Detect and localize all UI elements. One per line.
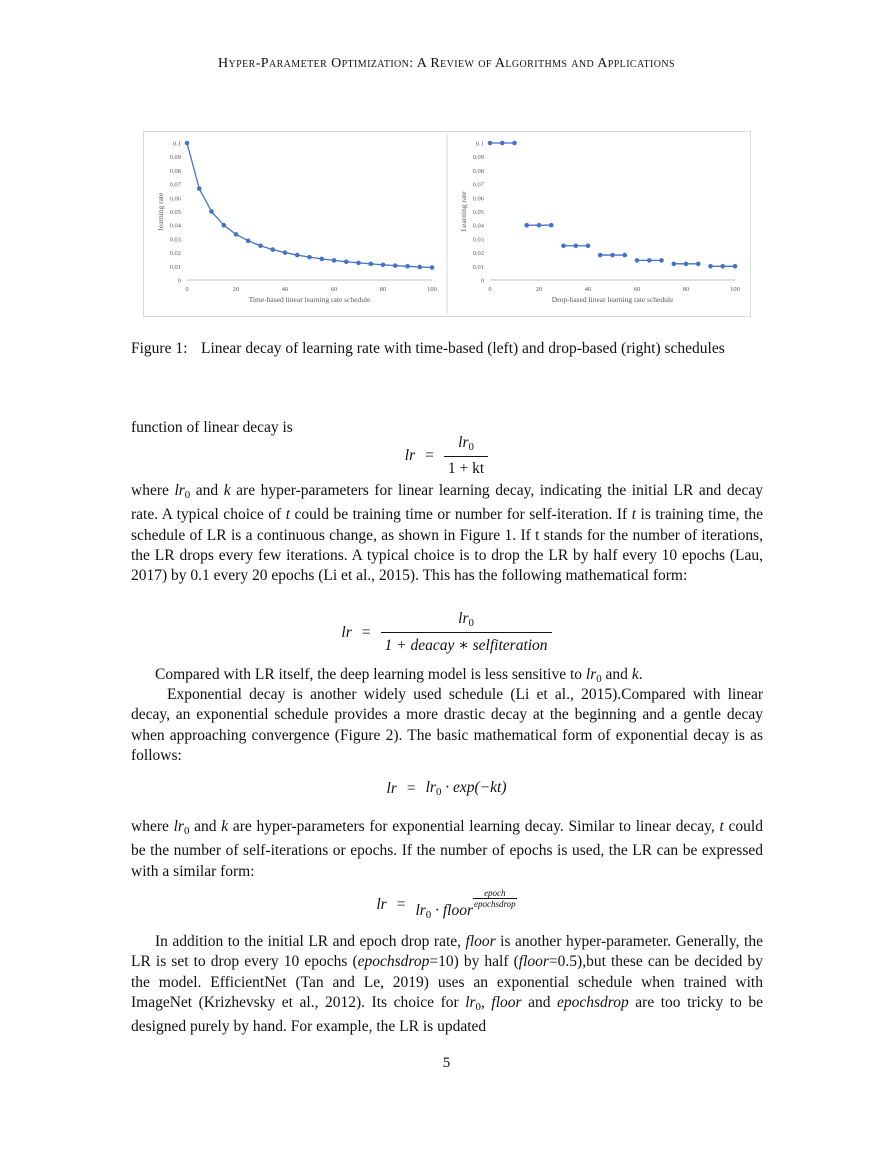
chart-drop-based [459, 141, 740, 305]
x-axis-title: Drop-based linear learning rate schedule [551, 295, 674, 304]
eq-exponent [473, 888, 517, 909]
data-point [246, 239, 251, 244]
y-axis-title: Learning rate [459, 191, 468, 232]
y-tick-label: 0.06 [169, 195, 181, 203]
data-point [430, 265, 435, 270]
math-var: floor [518, 953, 549, 971]
x-tick-label: 80 [682, 286, 690, 293]
eq-subscript: 0 [468, 441, 474, 453]
y-tick-label: 0.07 [169, 181, 181, 189]
math-var: t [719, 818, 724, 835]
math-var: epochsdrop [357, 953, 430, 971]
y-tick-label: 0.05 [169, 209, 181, 216]
y-tick-label: 0.09 [472, 154, 484, 162]
data-point [671, 262, 676, 267]
y-tick-label: 0.08 [472, 167, 484, 175]
eq-rhs-var: lr [415, 902, 426, 919]
data-point [586, 243, 591, 248]
data-point [622, 253, 627, 258]
y-axis-title: learning rate [156, 192, 165, 231]
text: is another hyper-parameter. Generally, the LR is set to drop every 10 epochs ( [131, 933, 763, 971]
y-tick-label: 0.03 [169, 236, 181, 244]
text: are hyper-parameters for exponential learning decay. Similar to linear decay, [228, 818, 720, 835]
paragraph-text: function of linear decay is [131, 419, 293, 436]
figure-1-charts [144, 132, 750, 316]
math-var: lr [465, 993, 476, 1011]
x-tick-label: 40 [584, 286, 592, 293]
data-point [344, 259, 349, 264]
math-var: floor [491, 993, 522, 1011]
exp-numerator: epoch [473, 888, 517, 899]
data-point [234, 232, 239, 237]
text: is training time, the schedule of LR is a continuous change, as shown in Figure 1. If t stands for the number of iterations, the LR drops every few iterations. A typical choice is to drop the LR by half every 10 epochs (Lau, 2017) by 0.1 every 20 epochs (Li et al., 2015). This has the following mathematical form: [131, 506, 763, 585]
running-header: Hyper-Parameter Optimization: A Review of Algorithms and Applications [218, 56, 675, 71]
text: where [131, 818, 174, 835]
data-point [708, 264, 713, 269]
page-number: 5 [442, 1055, 451, 1071]
data-point [258, 243, 263, 248]
equation-iteration-decay [0, 610, 893, 655]
x-tick-label: 60 [633, 286, 641, 293]
equation-step-decay [0, 888, 893, 921]
math-var: t [285, 506, 291, 524]
eq-lhs: lr [404, 447, 416, 464]
y-tick-label: 0.02 [472, 250, 484, 258]
data-point [332, 258, 337, 263]
y-tick-label: 0.1 [172, 140, 181, 148]
eq-denominator: 1 + kt [447, 460, 485, 477]
y-tick-label: 0.02 [169, 250, 181, 258]
data-point [696, 262, 701, 267]
data-point [393, 263, 398, 268]
paragraph-floor [131, 932, 763, 1037]
data-point [573, 243, 578, 248]
data-point [500, 141, 505, 146]
data-point [356, 261, 361, 266]
math-var: lr [585, 666, 597, 683]
math-var: t [631, 506, 637, 524]
eq-subscript: 0 [435, 786, 442, 798]
text: and [521, 993, 557, 1011]
math-var: lr [174, 482, 185, 499]
math-var: epochsdrop [557, 993, 629, 1011]
eq-fraction [444, 434, 488, 478]
equation-exponential-decay [0, 779, 893, 798]
data-point [549, 223, 554, 228]
y-tick-label: 0.06 [472, 195, 484, 203]
eq-lhs: lr [341, 623, 352, 641]
equation-linear-decay [0, 434, 893, 478]
math-sub: 0 [596, 673, 602, 685]
eq-rhs-expr: · floor [431, 902, 473, 919]
text: where [131, 482, 175, 499]
eq-rhs-expr: · exp(−kt) [441, 779, 507, 796]
data-point [417, 265, 422, 270]
x-tick-label: 80 [379, 286, 387, 293]
exp-denominator: epochsdrop [473, 899, 516, 909]
text: and [189, 818, 222, 835]
data-point [221, 223, 226, 228]
eq-denominator: 1 + deacay ∗ selfiteration [384, 637, 548, 654]
text: =10) by half ( [429, 953, 519, 971]
y-tick-label: 0.07 [472, 181, 484, 189]
data-point [368, 262, 373, 267]
eq-operator: = [425, 447, 434, 464]
y-tick-label: 0.08 [169, 167, 181, 175]
y-tick-label: 0.09 [169, 154, 181, 162]
data-point [537, 223, 542, 228]
text: =0.5),but these can be decided by the model. EfficientNet (Tan and Le, 2019) uses an exponential schedule when trained with ImageNet (Krizhevsky et al., 2012). Its choice for [131, 953, 763, 1011]
math-var: k [221, 818, 229, 835]
data-point [381, 262, 386, 267]
eq-subscript: 0 [425, 909, 432, 921]
text: are hyper-parameters for linear learning decay, indicating the initial LR and decay rate. A typical choice of [131, 482, 763, 524]
eq-numerator: lr [458, 434, 469, 451]
text: could be training time or number for self-iteration. If [290, 506, 632, 524]
chart-time-based [156, 141, 437, 305]
text: . [638, 666, 643, 683]
data-point [647, 258, 652, 263]
x-axis-title: Time-based linear learning rate schedule [248, 295, 371, 304]
data-point [512, 141, 517, 146]
eq-lhs: lr [376, 895, 387, 913]
math-var: lr [173, 818, 184, 835]
figure-caption-text: Linear decay of learning rate with time-based (left) and drop-based (right) schedules [201, 340, 725, 357]
series-line [187, 143, 432, 268]
data-point [283, 250, 288, 255]
y-tick-label: 0 [480, 277, 484, 285]
eq-operator: = [361, 623, 371, 641]
figure-label: Figure 1: [131, 340, 188, 357]
data-point [598, 253, 603, 258]
x-tick-label: 60 [330, 286, 338, 293]
text: could be the number of self-iterations or epochs. If the number of epochs is used, the LR can be expressed with a similar form: [131, 818, 763, 880]
y-tick-label: 0.05 [472, 209, 484, 216]
paragraph-linear-params [131, 481, 763, 586]
data-point [720, 264, 725, 269]
eq-fraction [381, 610, 552, 655]
data-point [197, 186, 202, 191]
data-point [185, 141, 190, 146]
math-var: k [223, 482, 231, 499]
text: Compared with LR itself, the deep learning model is less sensitive to [155, 666, 586, 683]
text: and [190, 482, 224, 499]
data-point [733, 264, 738, 269]
data-point [659, 258, 664, 263]
data-point [684, 262, 689, 267]
x-tick-label: 100 [730, 286, 740, 293]
data-point [307, 255, 312, 260]
data-point [561, 243, 566, 248]
x-tick-label: 0 [488, 286, 492, 293]
y-tick-label: 0.04 [169, 222, 181, 230]
paragraph-exponential-params [131, 817, 763, 882]
eq-rhs-var: lr [425, 779, 436, 796]
data-point [635, 258, 640, 263]
text: and [601, 666, 632, 683]
y-tick-label: 0.01 [472, 263, 484, 271]
data-point [610, 253, 615, 258]
data-point [524, 223, 529, 228]
x-tick-label: 100 [427, 286, 437, 293]
math-var: k [631, 666, 639, 683]
data-point [209, 209, 214, 214]
text: are too tricky to be designed purely by hand. For example, the LR is updated [131, 993, 763, 1036]
y-tick-label: 0.01 [169, 263, 181, 271]
eq-operator: = [406, 779, 416, 797]
y-tick-label: 0.03 [472, 236, 484, 244]
data-point [319, 257, 324, 262]
paragraph-exponential-intro [131, 685, 763, 766]
data-point [488, 141, 493, 146]
x-tick-label: 20 [232, 286, 240, 293]
math-sub: 0 [475, 1000, 481, 1013]
y-tick-label: 0.04 [472, 222, 484, 230]
data-point [405, 264, 410, 269]
y-tick-label: 0.1 [475, 140, 484, 148]
eq-lhs: lr [386, 779, 397, 797]
data-point [270, 247, 275, 252]
figure-1 [143, 131, 751, 317]
x-tick-label: 20 [535, 286, 543, 293]
x-tick-label: 40 [281, 286, 289, 293]
eq-numerator: lr [458, 610, 469, 627]
math-var: floor [465, 933, 496, 950]
math-sub: 0 [184, 489, 191, 501]
text: , [480, 993, 492, 1011]
x-tick-label: 0 [185, 286, 189, 293]
text: In addition to the initial LR and epoch drop rate, [155, 933, 466, 950]
eq-operator: = [396, 895, 406, 913]
text: Exponential decay is another widely used schedule (Li et al., 2015).Compared with linear decay, an exponential schedule provides a more drastic decay at the beginning and a gentle decay when approaching convergence (Figure 2). The basic mathematical form of exponential decay is as follows: [131, 686, 763, 764]
data-point [295, 253, 300, 258]
eq-subscript: 0 [468, 617, 474, 629]
y-tick-label: 0 [177, 277, 181, 285]
math-sub: 0 [183, 825, 190, 837]
